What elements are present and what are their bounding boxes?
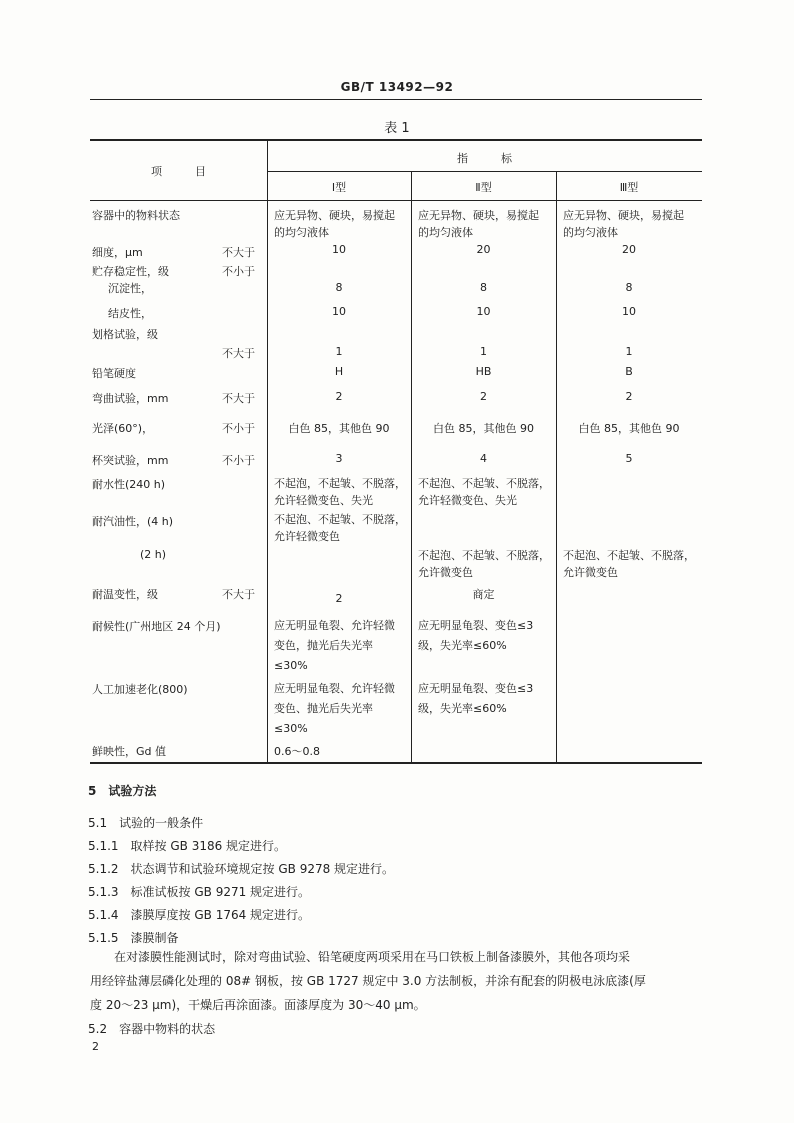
row-label-gasoline: 耐汽油性，(4 h) (92, 515, 174, 528)
cell-cupping-3: 5 (625, 452, 633, 465)
cell-weather-1: 应无明显龟裂、允许轻微 变色，抛光后失光率 ≤30% (274, 619, 395, 672)
paragraph-line-1: 在对漆膜性能测试时，除对弯曲试验、铅笔硬度两项采用在马口铁板上制备漆膜外，其他各项均采 (114, 950, 631, 964)
cell-gasoline-1: 不起泡、不起皱、不脱落， 允许轻微变色 (274, 513, 406, 543)
paragraph-line-2: 用经锌盐薄层磷化处理的 08# 钢板，按 GB 1727 规定中 3.0 方法制板，并涂有配套的阴极电泳底漆(厚 (90, 974, 646, 988)
page-number: 2 (92, 1040, 99, 1053)
section-5-1: 5.1 试验的一般条件 (88, 816, 204, 830)
section-5-1-1: 5.1.1 取样按 GB 3186 规定进行。 (88, 839, 287, 853)
section-5-1-5: 5.1.5 漆膜制备 (88, 931, 179, 945)
paragraph-film-prep (90, 945, 702, 1017)
cell-cupping-2: 4 (480, 452, 487, 465)
row-label-settling: 沉淀性， (108, 282, 152, 295)
row-label-cupping: 杯突试验，mm (92, 454, 169, 467)
row-label-aging: 人工加速老化(800) (92, 683, 188, 696)
row-label-bend: 弯曲试验，mm (92, 392, 169, 405)
section-5-heading: 5 试验方法 (88, 784, 157, 798)
cell-water-2: 不起泡、不起皱、不脱落， 允许轻微变色、失光 (418, 477, 550, 507)
cell-crosscut-2: 1 (480, 345, 487, 358)
row-limit-bend: 不大于 (222, 392, 255, 405)
row-label-state: 容器中的物料状态 (92, 209, 180, 222)
cell-settling-1: 8 (335, 281, 343, 294)
row-label-storage: 贮存稳定性，级 (92, 265, 169, 278)
cell-gasoline2-2: 不起泡、不起皱、不脱落， 允许微变色 (418, 549, 550, 579)
row-label-gasoline-2h: (2 h) (140, 548, 167, 561)
row-label-crosscut: 划格试验，级 (92, 328, 158, 341)
row-label-dist: 鲜映性，Gd 值 (92, 745, 167, 758)
standard-number: GB/T 13492—92 (340, 80, 454, 94)
cell-gasoline2-3: 不起泡、不起皱、不脱落， 允许微变色 (563, 549, 695, 579)
cell-gloss-3: 白色 85，其他色 90 (578, 422, 680, 435)
cell-aging-2: 应无明显龟裂、变色≤3 级，失光率≤60% (418, 682, 534, 715)
row-label-water: 耐水性(240 h) (92, 478, 166, 491)
cell-skinning-1: 10 (332, 305, 346, 318)
cell-aging-1: 应无明显龟裂、允许轻微 变色、抛光后失光率 ≤30% (274, 682, 395, 735)
section-5-1-4: 5.1.4 漆膜厚度按 GB 1764 规定进行。 (88, 908, 311, 922)
table-title: 表 1 (384, 121, 410, 136)
cell-fineness-3: 20 (622, 243, 636, 256)
cell-skinning-3: 10 (622, 305, 636, 318)
cell-thermal-2: 商定 (472, 588, 495, 601)
cell-cupping-1: 3 (335, 452, 343, 465)
column-header-index: 指 标 (457, 152, 512, 165)
cell-dist-1: 0.6～0.8 (274, 745, 320, 758)
row-limit-crosscut: 不大于 (222, 347, 255, 360)
row-label-weather: 耐候性(广州地区 24 个月) (92, 620, 221, 633)
row-limit-thermal: 不大于 (222, 588, 255, 601)
cell-pencil-1: H (334, 365, 344, 378)
cell-thermal-1: 2 (335, 592, 343, 605)
type-header-1: Ⅰ型 (331, 181, 347, 194)
cell-crosscut-3: 1 (625, 345, 633, 358)
row-label-fineness: 细度，μm (92, 246, 143, 259)
cell-state-3: 应无异物、硬块，易搅起 的均匀液体 (563, 209, 684, 239)
cell-settling-3: 8 (625, 281, 633, 294)
cell-bend-3: 2 (625, 390, 633, 403)
cell-pencil-2: HB (475, 365, 492, 378)
cell-gloss-1: 白色 85，其他色 90 (288, 422, 390, 435)
column-header-item: 项 目 (151, 165, 206, 178)
row-label-thermal: 耐温变性，级 (92, 588, 158, 601)
row-label-skinning: 结皮性， (108, 307, 152, 320)
cell-pencil-3: B (625, 365, 633, 378)
row-label-gloss: 光泽(60°)， (92, 422, 154, 435)
cell-bend-1: 2 (335, 390, 343, 403)
type-header-2: Ⅱ型 (475, 181, 492, 194)
section-5-1-3: 5.1.3 标准试板按 GB 9271 规定进行。 (88, 885, 311, 899)
cell-state-1: 应无异物、硬块，易搅起 的均匀液体 (274, 209, 395, 239)
row-limit-storage: 不小于 (222, 265, 255, 278)
cell-gloss-2: 白色 85，其他色 90 (433, 422, 534, 435)
cell-settling-2: 8 (480, 281, 487, 294)
row-limit-fineness: 不大于 (222, 246, 255, 259)
cell-fineness-2: 20 (476, 243, 491, 256)
cell-fineness-1: 10 (332, 243, 346, 256)
header-rule (90, 99, 702, 100)
row-label-pencil: 铅笔硬度 (92, 367, 136, 380)
row-limit-cupping: 不小于 (222, 454, 255, 467)
section-5-2: 5.2 容器中物料的状态 (88, 1022, 216, 1036)
cell-skinning-2: 10 (476, 305, 491, 318)
type-header-3: Ⅲ型 (619, 181, 639, 194)
cell-crosscut-1: 1 (335, 345, 343, 358)
paragraph-line-3: 度 20～23 μm)，干燥后再涂面漆。面漆厚度为 30～40 μm。 (90, 998, 426, 1012)
cell-weather-2: 应无明显龟裂、变色≤3 级，失光率≤60% (418, 619, 534, 652)
cell-water-1: 不起泡，不起皱、不脱落， 允许轻微变色、失光 (274, 477, 406, 507)
row-limit-gloss: 不小于 (222, 422, 255, 435)
cell-state-2: 应无异物、硬块，易搅起 的均匀液体 (418, 209, 539, 239)
cell-bend-2: 2 (480, 390, 487, 403)
section-5-1-2: 5.1.2 状态调节和试验环境规定按 GB 9278 规定进行。 (88, 862, 395, 876)
